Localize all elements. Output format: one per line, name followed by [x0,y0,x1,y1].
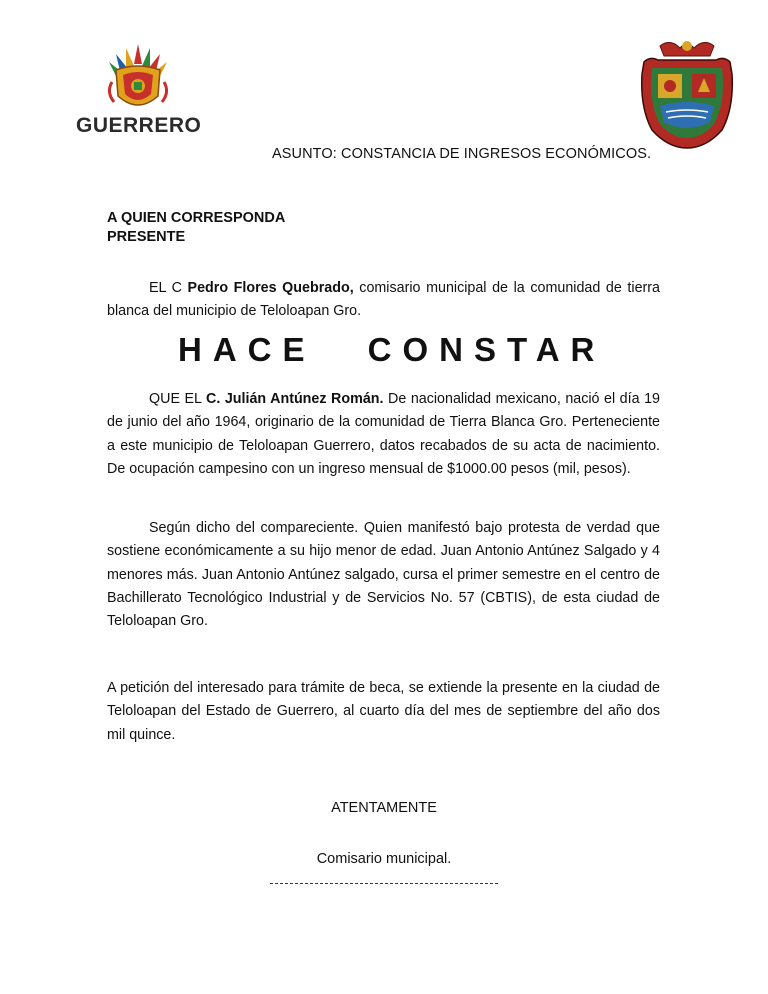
document-heading: HACE CONSTAR [178,331,606,368]
guerrero-logo [76,42,200,138]
signature-line [270,883,498,884]
subject-person-name: C. Julián Antúnez Román. [206,391,384,407]
body-p1-rest: De nacionalidad mexicano, nació el día 19 de junio del año 1964, originario de la comunidad de Tierra Blanca Gro. Perteneciente a este municipio de Teloloapan Guerrero, datos recabados de su acta de nacimiento. De ocupación campesino con un ingreso mensual de $1000.00 pesos (mil, pesos). [107,391,660,477]
body-paragraph-3: A petición del interesado para trámite de beca, se extiende la presente en la ciudad de Teloloapan del Estado de Guerrero, al cuarto día del mes de septiembre del año dos mil quince. [107,680,660,743]
greeting-line-2: PRESENTE [107,229,186,245]
municipal-crest-icon [640,38,734,150]
body-paragraph-2: Según dicho del compareciente. Quien manifestó bajo protesta de verdad que sostiene económicamente a su hijo menor de edad. Juan Antonio Antúnez Salgado y 4 menores más. Juan Antonio Antúnez salgado, cursa el primer semestre en el centro de Bachillerato Tecnológico Industrial y de Servicios No. 57 (CBTIS), de esta ciudad de Teloloapan Gro. [107,520,660,630]
intro-paragraph [107,277,660,324]
signer-title: Comisario municipal. [316,851,452,867]
guerrero-wordmark: GUERRERO [76,114,202,137]
valediction-text: ATENTAMENTE [331,800,437,816]
intro-rest: comisario municipal de la comunidad de tierra blanca del municipio de Teloloapan Gro. [107,280,660,320]
body-paragraph-1 [107,388,660,481]
subject-line: ASUNTO: CONSTANCIA DE INGRESOS ECONÓMICOS. [272,146,652,162]
greeting [107,209,285,247]
comisario-name: Pedro Flores Quebrado, [187,280,354,296]
body-p1-prefix: QUE EL [149,391,202,407]
municipal-crest-logo [640,38,734,150]
guerrero-emblem-icon [76,42,200,116]
intro-prefix: EL C [149,280,182,296]
greeting-line-1: A QUIEN CORRESPONDA [107,210,286,226]
valediction [0,800,768,816]
